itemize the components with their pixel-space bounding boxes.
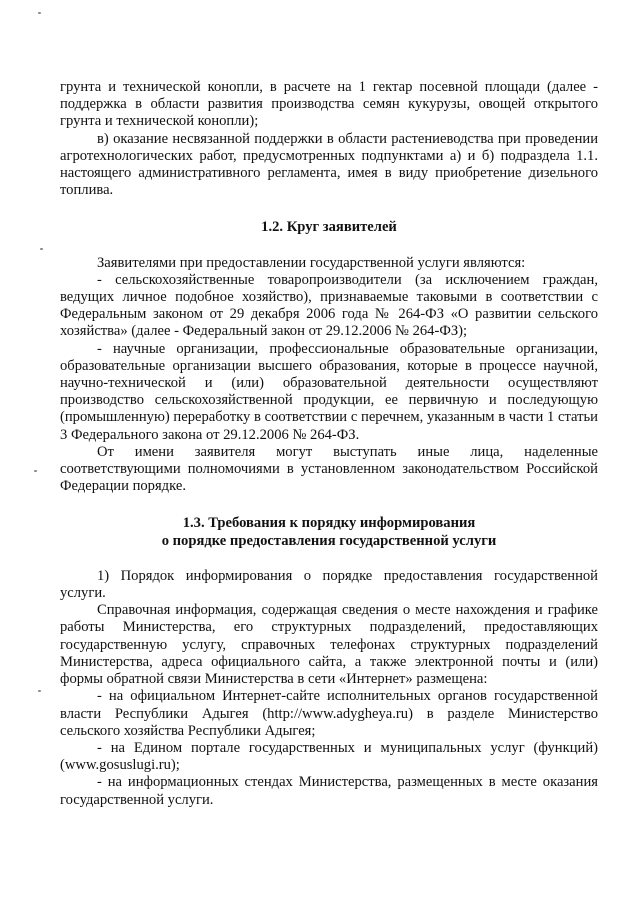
paragraph-info-stands: - на информационных стендах Министерства, размещенных в месте оказания государственной услуги. [60, 774, 598, 808]
paragraph-applicants-producers: - сельскохозяйственные товаропроизводители (за исключением граждан, ведущих личное подобное хозяйство), признаваемые таковыми в соответствии с Федеральным законом от 29 декабря 2006 года № 264-ФЗ «О развитии сельского хозяйства» (далее - Федеральный закон от 29.12.2006 № 264-ФЗ); [60, 271, 598, 340]
paragraph-gosuslugi: - на Едином портале государственных и муниципальных услуг (функций) (www.gosuslugi.ru); [60, 739, 598, 774]
spacer [60, 199, 598, 219]
section-heading-1-3-line2: о порядке предоставления государственной услуги [161, 532, 497, 549]
paragraph-info-order: 1) Порядок информирования о порядке предоставления государственной услуги. [60, 567, 598, 602]
spacer [60, 237, 598, 255]
section-heading-1-2: 1.2. Круг заявителей [261, 219, 397, 236]
scan-speck [38, 12, 41, 14]
spacer [60, 495, 598, 515]
paragraph-reference-info: Справочная информация, содержащая сведения о месте нахождения и графике работы Министерства, его структурных подразделений, предоставляющих государственную услугу, справочных телефонах структурных подразделений Министерства, адреса официального сайта, а также электронной почты и (или) формы обратной связи Министерства в сети «Интернет» размещена: [60, 602, 598, 688]
paragraph-applicants-science: - научные организации, профессиональные образовательные организации, образовательные организации высшего образования, которые в процессе научной, научно-технической и (или) образовательной деятельности осуществляют производство сельскохозяйственной продукции, ее первичную и последующую (промышленную) переработку в соответствии с перечнем, указанным в части 1 статьи 3 Федерального закона от 29.12.2006 № 264-ФЗ. [60, 340, 598, 443]
paragraph-applicants-intro: Заявителями при предоставлении государственной услуги являются: [97, 254, 526, 271]
spacer [60, 550, 598, 568]
document-page [60, 79, 598, 809]
scan-speck [40, 248, 43, 250]
paragraph-official-site: - на официальном Интернет-сайте исполнительных органов государственной власти Республики Адыгея (http://www.adygheya.ru) в разделе Министерство сельского хозяйства Республики Адыгея; [60, 688, 598, 739]
paragraph-intro-2: в) оказание несвязанной поддержки в области растениеводства при проведении агротехнологических работ, предусмотренных подпунктами а) и б) подраздела 1.1. настоящего административного регламента, имея в виду приобретение дизельного топлива. [60, 130, 598, 199]
scan-speck [34, 470, 37, 472]
section-heading-1-3-line1: 1.3. Требования к порядку информирования [182, 515, 476, 532]
scan-speck [38, 690, 41, 692]
paragraph-intro-1: грунта и технической конопли, в расчете на 1 гектар посевной площади (далее - поддержка в области развития производства семян кукурузы, овощей открытого грунта и технической конопли); [60, 79, 598, 130]
paragraph-applicants-representatives: От имени заявителя могут выступать иные лица, наделенные соответствующими полномочиями в установленном законодательством Российской Федерации порядке. [60, 443, 598, 495]
